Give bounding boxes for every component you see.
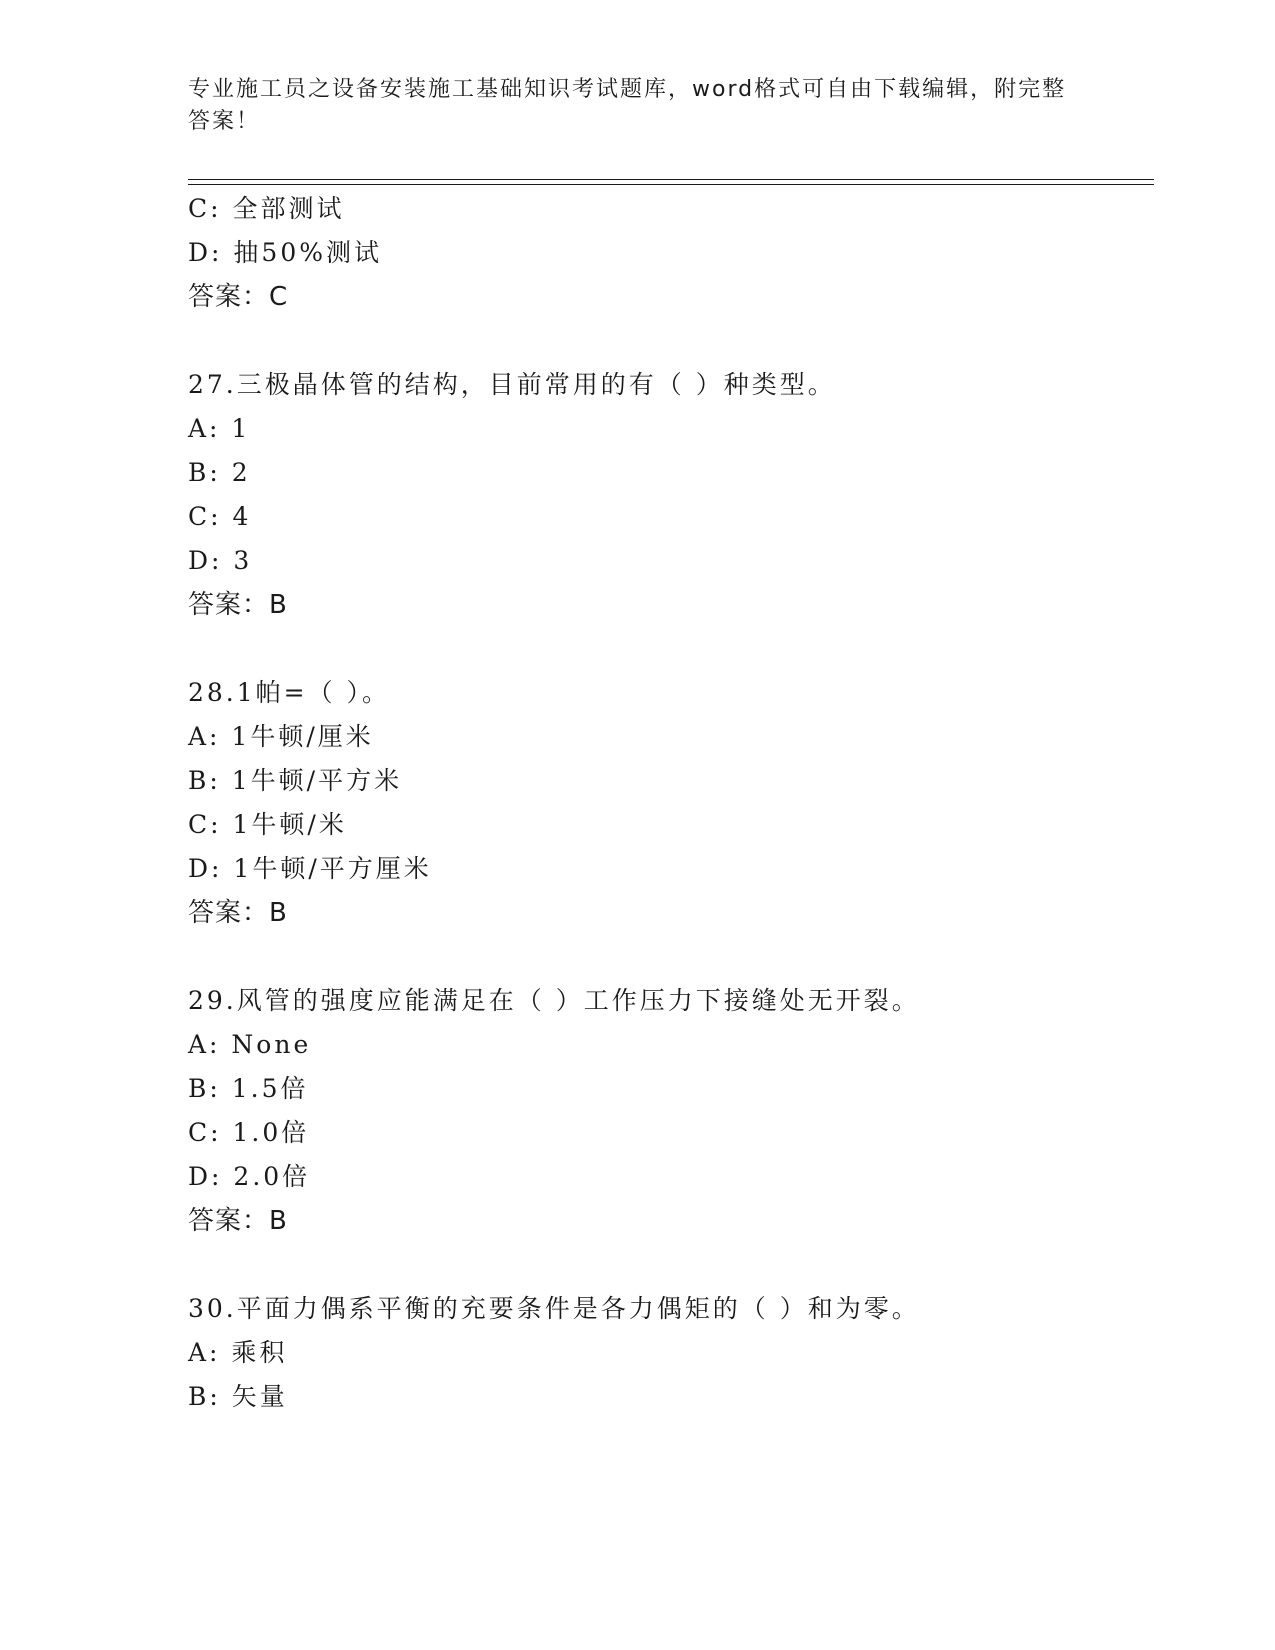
option-line: D: 3 xyxy=(188,546,253,575)
option-line: A: 1牛顿/厘米 xyxy=(188,722,374,751)
option-line: B: 矢量 xyxy=(188,1382,288,1411)
option-line: A: 1 xyxy=(188,414,251,443)
option-line: D: 抽50%测试 xyxy=(188,238,382,267)
question-stem: 27.三极晶体管的结构，目前常用的有（ ）种类型。 xyxy=(188,370,836,399)
option-line: A: None xyxy=(188,1030,312,1059)
option-line: C: 4 xyxy=(188,502,252,531)
header-divider-bottom xyxy=(188,184,1154,185)
question-stem: 28.1帕=（ ）。 xyxy=(188,678,391,707)
answer-line: 答案：B xyxy=(188,1206,288,1236)
option-line: B: 1.5倍 xyxy=(188,1074,309,1103)
document-header: 专业施工员之设备安装施工基础知识考试题库，word格式可自由下载编辑，附完整答案！ xyxy=(188,77,1067,134)
question-stem: 30.平面力偶系平衡的充要条件是各力偶矩的（ ）和为零。 xyxy=(188,1294,920,1323)
option-line: B: 1牛顿/平方米 xyxy=(188,766,403,795)
option-line: C: 1.0倍 xyxy=(188,1118,310,1147)
option-line: C: 1牛顿/米 xyxy=(188,810,347,839)
question-stem: 29.风管的强度应能满足在（ ）工作压力下接缝处无开裂。 xyxy=(188,986,920,1015)
option-line: B: 2 xyxy=(188,458,251,487)
answer-line: 答案：B xyxy=(188,590,288,620)
option-line: D: 2.0倍 xyxy=(188,1162,311,1191)
answer-line: 答案：C xyxy=(188,282,289,312)
header-divider-top xyxy=(188,179,1154,180)
option-line: A: 乘积 xyxy=(188,1338,288,1367)
option-line: D: 1牛顿/平方厘米 xyxy=(188,854,432,883)
answer-line: 答案：B xyxy=(188,898,288,928)
option-line: C: 全部测试 xyxy=(188,194,345,223)
